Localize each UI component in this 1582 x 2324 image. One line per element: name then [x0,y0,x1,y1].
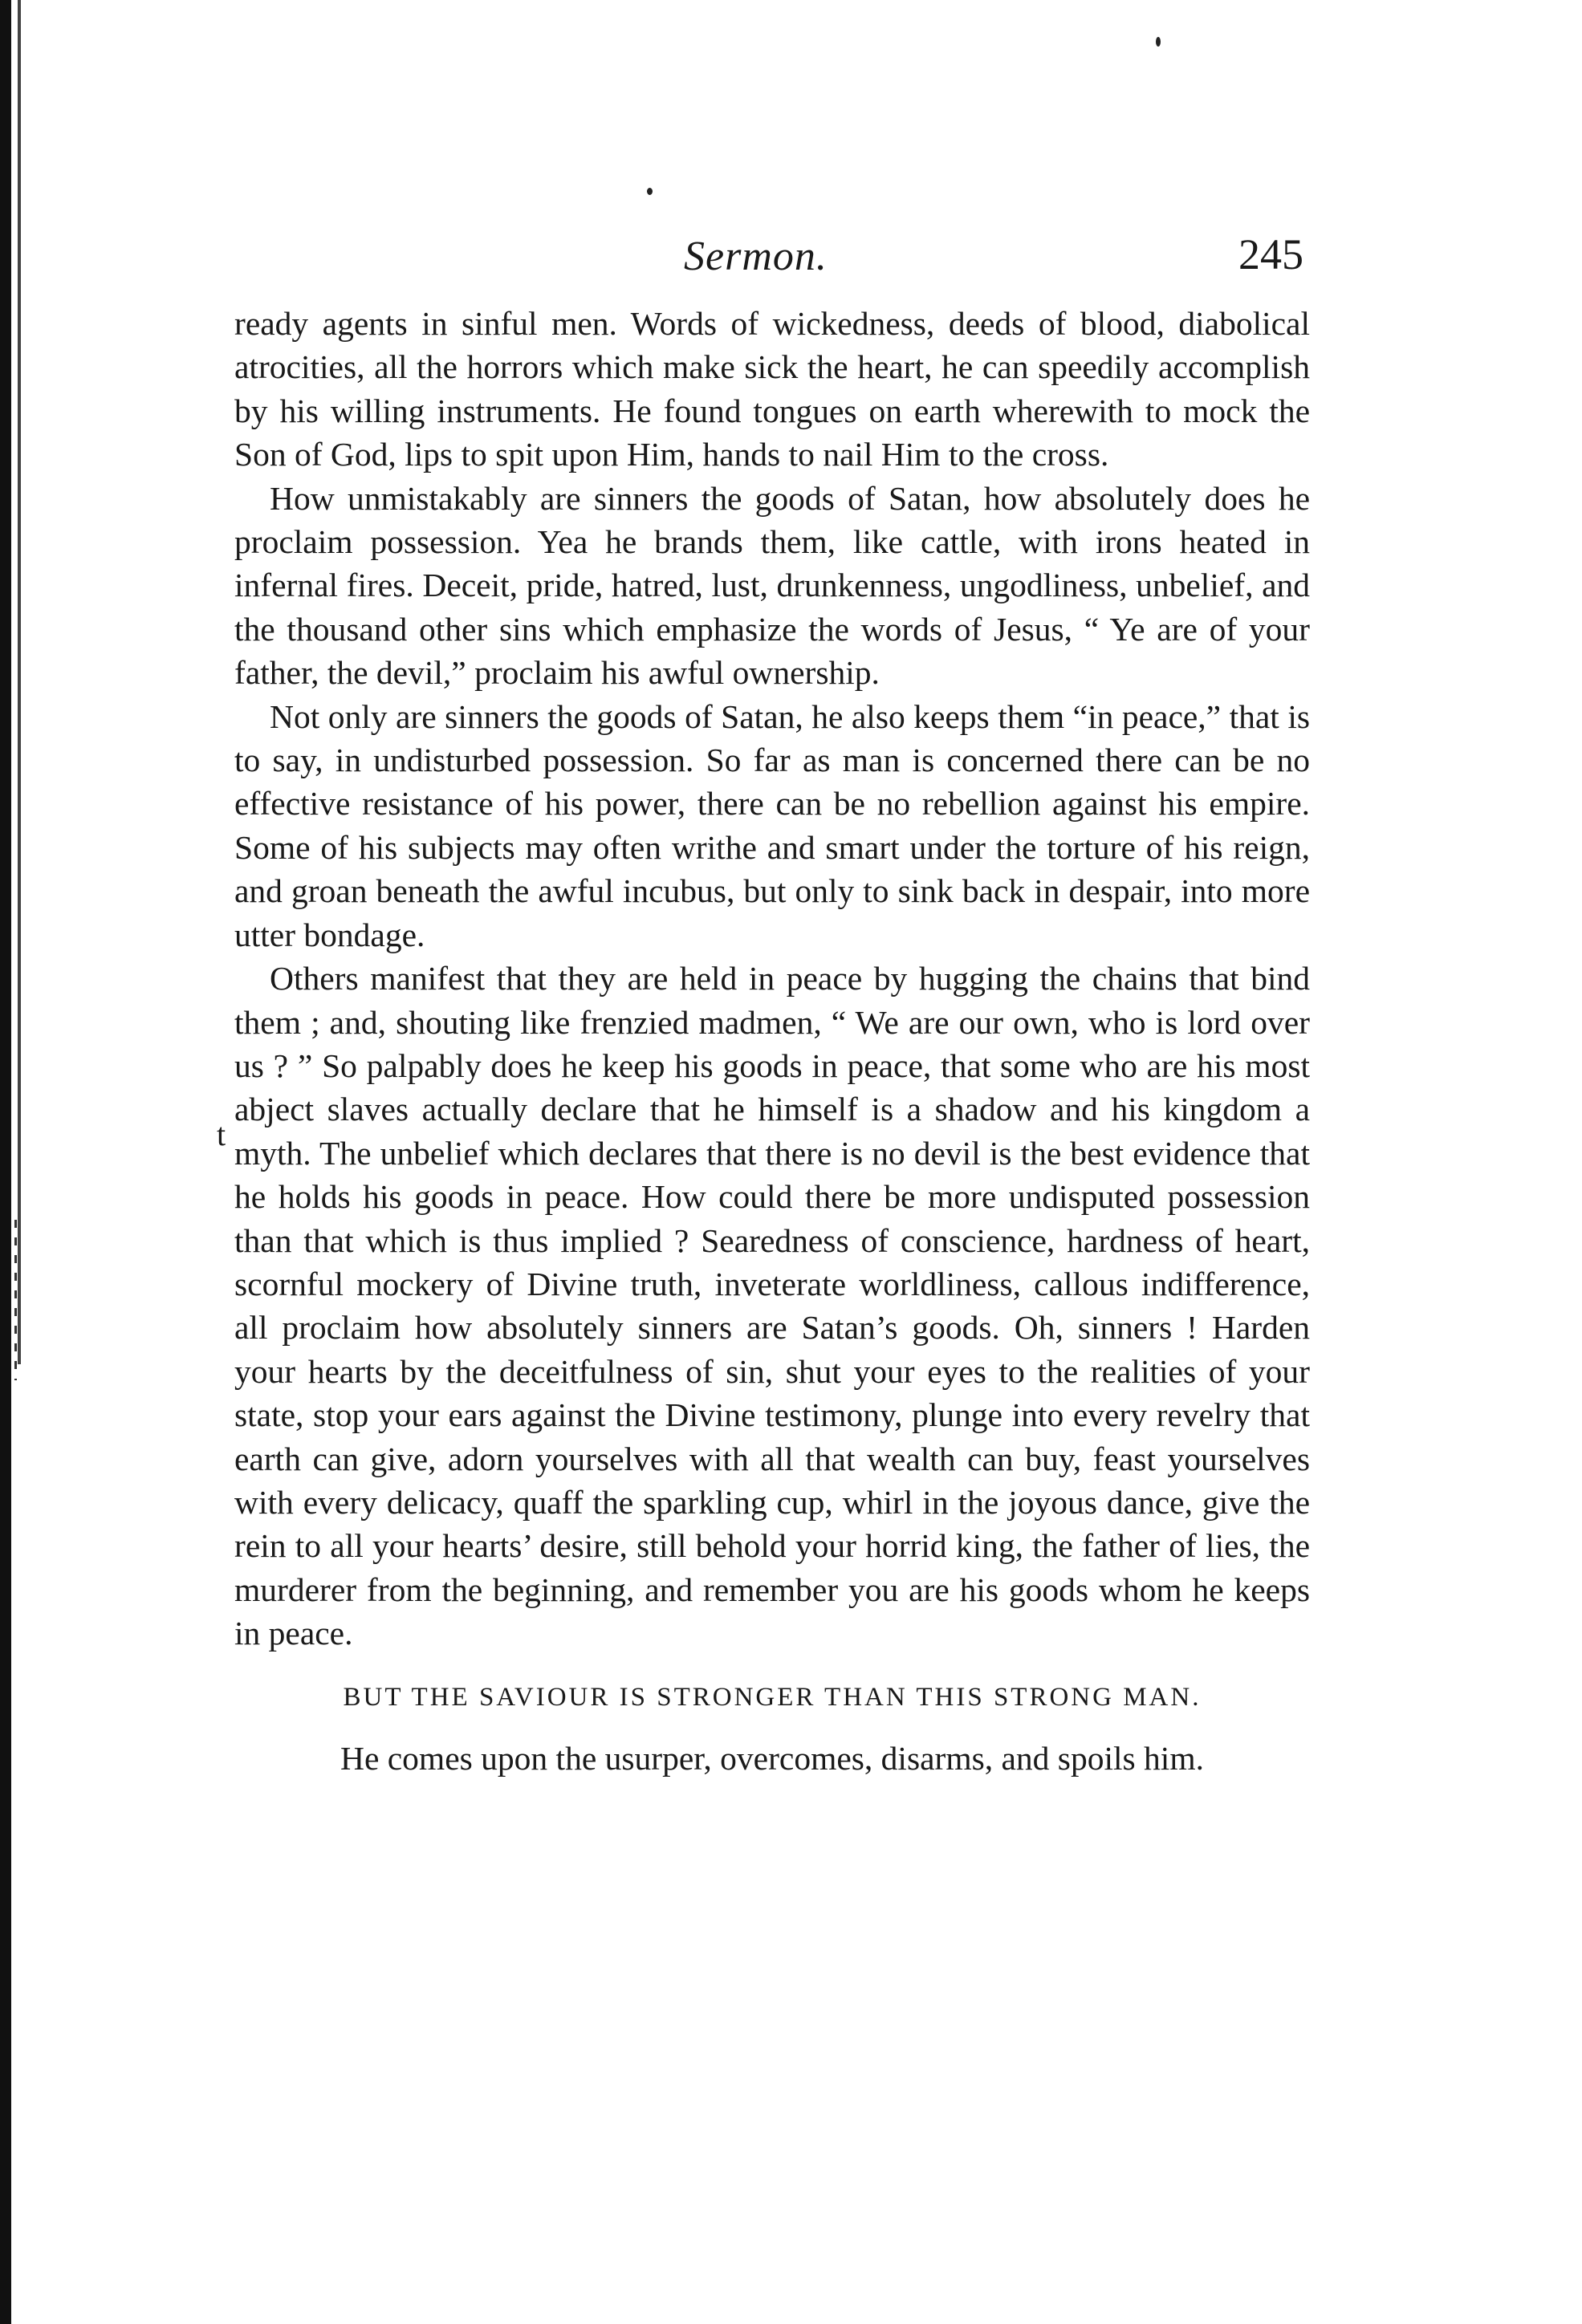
running-head [234,230,1310,297]
paragraph: Not only are sinners the goods of Satan, he also keeps them “in peace,” that is to say, in undisturbed possession. So far as man is concerned there can be no effective resistance of his power, there can be no rebellion against his empire. Some of his subjects may often writhe and smart under the torture of his reign, and groan beneath the awful incubus, but only to sink back in despair, into more utter bondage. [234,697,1310,953]
page-edge-line [18,0,21,1364]
closing-line: He comes upon the usurper, overcomes, disarms, and spoils him. [340,1739,1204,1777]
paragraph-continued: ready agents in sinful men. Words of wickedness, deeds of blood, diabolical atrocities, all the horrors which make sick the heart, he can speedily accomplish by his willing instruments. He found tongues on earth wherewith to mock the Son of God, lips to spit upon Him, hands to nail Him to the cross. [234,305,1310,473]
page-number: 245 [1238,230,1303,278]
margin-mark: t [217,1116,226,1152]
book-page [234,230,1310,1780]
running-title: Sermon. [684,234,828,279]
scan-speck [1156,37,1161,47]
paragraph: How unmistakably are sinners the goods of Satan, how absolutely does he proclaim possession. Yea he brands them, like cattle, with irons heated in infernal fires. Deceit, pride, hatred, lust, drunkenness, ungodliness, unbelief, and the thousand other sins which emphasize the words of Jesus, “ Ye are of your father, the devil,” proclaim his awful ownership. [234,479,1310,692]
margin-dash-marks [14,1220,17,1380]
section-heading: BUT THE SAVIOUR IS STRONGER THAN THIS STRONG MAN. [343,1682,1202,1712]
page-edge-bar [0,0,11,2324]
paragraph: Others manifest that they are held in peace by hugging the chains that bind them ; and, shouting like frenzied madmen, “ We are our own, who is lord over us ? ” So palpably does he keep his goods in peace, that some who are his most abject slaves actually declare that he himself is a shadow and his kingdom a myth. The unbelief which declares that there is no devil is the best evidence that he holds his goods in peace. How could there be more undisputed possession than that which is thus implied ? Searedness of conscience, hardness of heart, scornful mockery of Divine truth, inveterate worldliness, callous indifference, all proclaim how absolutely sinners are Satan’s goods. Oh, sinners ! Harden your hearts by the deceitfulness of sin, shut your eyes to the realities of your state, stop your ears against the Divine testimony, plunge into every revelry that earth can give, adorn yourselves with all that wealth can buy, feast yourselves with every delicacy, quaff the sparkling cup, whirl in the joyous dance, give the rein to all your hearts’ desire, still behold your horrid king, the father of lies, the murderer from the beginning, and remember you are his goods whom he keeps in peace. [234,960,1310,1652]
scan-speck [647,188,653,195]
